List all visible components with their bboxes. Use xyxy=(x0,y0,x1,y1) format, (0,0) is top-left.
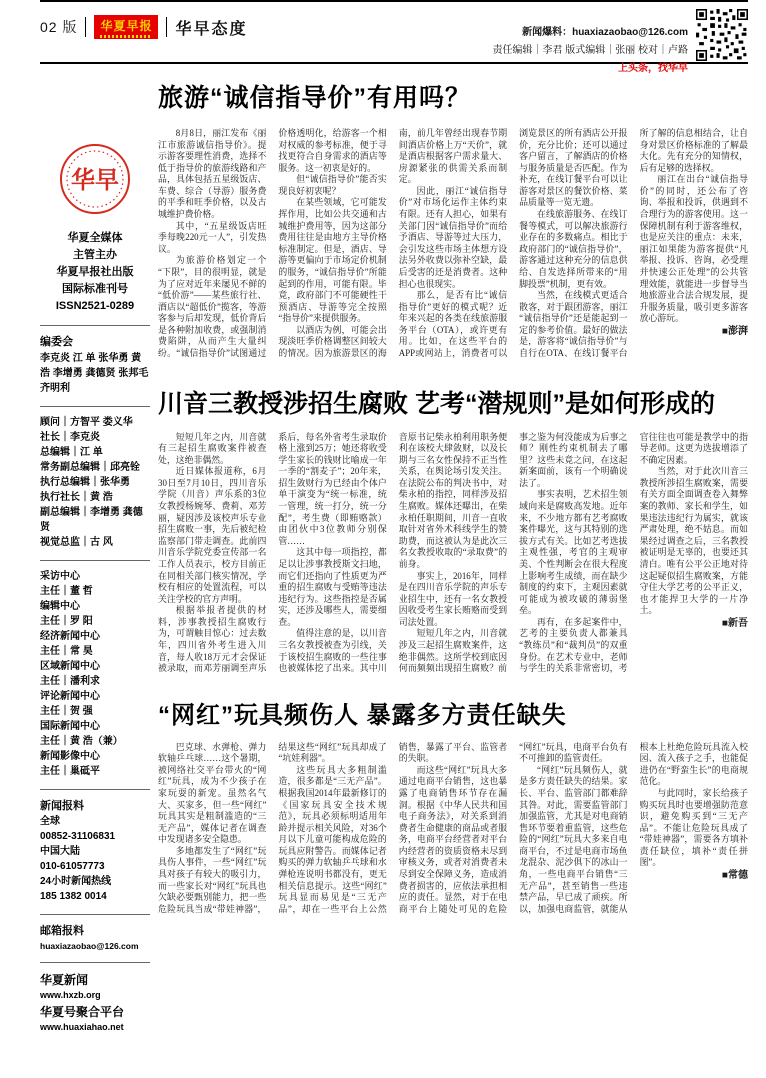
email-label: 邮箱报料 xyxy=(40,925,84,938)
hotline-line: 010-61057773 xyxy=(40,861,105,873)
news-center-line: 主任｜常 昊 xyxy=(40,645,93,657)
qr-code-icon xyxy=(696,9,748,61)
publisher-line: 华夏早报社出版 xyxy=(56,266,134,279)
hotline-line: 全球 xyxy=(40,816,60,828)
publisher-line: ISSN2521-0289 xyxy=(55,300,135,313)
staff-role-line: 社长｜李克炎 xyxy=(40,431,100,443)
publisher-line: 国际标准刊号 xyxy=(62,283,128,296)
page-header xyxy=(40,0,748,74)
hotline-line: 00852-31106831 xyxy=(40,831,116,843)
article-paragraph: 短短几年之内，川音就涉及三起招生腐败案件，这绝非偶然。这所学校到底因何而频频出现招生腐败？前事之鉴为何没能成为后事之师？刚性约束机制去了哪里？这些未竟之问，在这起新案面前，该有一个明确说法了。 xyxy=(398,431,628,674)
news-center-line: 经济新闻中心 xyxy=(40,630,100,642)
news-center-line: 采访中心 xyxy=(40,570,80,582)
article-paragraph: 近日媒体报道称，6月30日至7月10日，四川音乐学院（川音）声乐系的3位女教授杨婉琴、费莉、邓芳丽，疑因涉及该校声乐专业招生腐败一事，先后被纪检监察部门带走调查。此前四川音乐学院党委宣传部一名工作人员表示，校方目前正在同相关部门核实情况，学校有相应的处置流程，可以关注学校的官方声明。 xyxy=(158,466,267,604)
article-paragraphs xyxy=(158,432,748,675)
email-address: huaxiazaobao@126.com xyxy=(40,940,139,951)
staff-role-line: 视觉总监｜古 风 xyxy=(40,536,113,548)
article-paragraph: 但“诚信指导价”能否实现良好初衷呢？ xyxy=(278,174,387,196)
news-center-line: 主任｜董 哲 xyxy=(40,585,93,597)
site-url: www.huaxiahao.net xyxy=(40,1021,124,1032)
staff-role-line: 执行社长｜黄 浩 xyxy=(40,491,113,503)
email-block xyxy=(40,923,150,952)
article-paragraph: 以酒店为例，可能会出现淡旺季价格调整区间较大的情况。因为旅游景区的海南，前几年曾经出现春节期间酒店价格上万“天价”，就是酒店根据客户需求量大、房源紧张的供需关系而制定。 xyxy=(278,128,508,358)
publisher-line: 主管主办 xyxy=(73,249,117,262)
article-title: 川音三教授涉招生腐败 艺考“潜规则”是如何形成的 xyxy=(158,389,715,418)
article-tourism-price xyxy=(158,78,748,360)
article-paragraph: 短短几年之内，川音就有三起招生腐败案件被查处，这绝非偶然。 xyxy=(158,431,267,465)
hotline-line: 中国大陆 xyxy=(40,846,80,858)
editorial-committee xyxy=(40,334,150,396)
huazao-seal-icon xyxy=(58,142,132,216)
article-paragraph: 值得注意的是，以川音三名女教授被查为引线，关于该校招生腐败的一些往事也被媒体挖了出来。其中川音原书记柴永柏利用职务便利在该校大肆敛财，以及长期与三名女性保持不正当性关系，在舆论场引发关注。在法院公布的判决书中，对柴永柏的指控，同样涉及招生腐败。媒体还曝出，在柴永柏任职期间，川音一直收取针对省外术科线学生的赞助费，而这被认为是此次三名女教授收取的“录取费”的前身。 xyxy=(278,431,508,674)
slogan: 上头条，找华早 xyxy=(618,63,688,74)
divider xyxy=(40,325,150,326)
masthead xyxy=(40,15,248,39)
article-paragraph: 在线旅游服务、在线订餐等模式，可以解决旅游行业存在的多数痛点。相比于政府部门的“诚信指导价”，游客通过这种充分的信息供给、自发选择所带来的“用脚投票”机制，更有效。 xyxy=(519,209,628,289)
news-center-line: 新闻影像中心 xyxy=(40,750,100,762)
article-paragraph: 巴克球、水弹枪、弹力软轴乒乓球……这个暑期，被网络社交平台带火的“网红”玩具，成为不少孩子在家玩耍的新宠。虽然名气大、买家多，但一些“网红”玩具其实是粗制滥造的“三无产品”，媒体记者在调查中发现诸多安全隐患。 xyxy=(158,741,267,845)
divider xyxy=(40,406,150,407)
divider xyxy=(40,789,150,790)
hotline-label: 新闻报料 xyxy=(40,799,84,812)
brand-logo xyxy=(94,15,158,39)
article-conservatory-corruption xyxy=(158,384,748,675)
article-title: 旅游“诚信指导价”有用吗？ xyxy=(158,84,472,112)
news-centers xyxy=(40,569,150,779)
publisher-lines xyxy=(40,230,150,315)
site-url: www.hxzb.org xyxy=(40,990,101,1001)
hotline-line: 185 1382 0014 xyxy=(40,891,107,903)
article-paragraph: 在某些领域，它可能发挥作用，比如公共交通和古城维护费用等，因为这部分费用往往是由地方主导价格标准制定。但是，酒店、导游等更偏向于市场定价机制的服务，“诚信指导价”所能起到的作用，可能有限。毕竟，政府部门不可能硬性干预酒店、导游等完全按照“指导价”来提供服务。 xyxy=(278,197,387,324)
page-content xyxy=(40,64,748,1034)
article-paragraph: 多地都发生了“网红”玩具伤人事件，一些“网红”玩具对孩子有较大的吸引力，而一些家长对“网红”玩具也欠缺必要甄别能力，把一些危险玩具当成“带娃神器”，结果这些“网红”玩具却成了“坑娃利器”。 xyxy=(158,741,387,914)
staff-roles xyxy=(40,415,150,550)
article-paragraph: 丽江在出台“诚信指导价”的同时，还公布了咨询、举报和投诉，供遇到不合理行为的游客使用。这一保障机制有利于游客维权，也是应关注的重点：未来，丽江如果能为游客提供“凡举报、投诉、咨询，必受理并快速公正处理”的公共管理效能，就能进一步督导当地旅游业合法合规发展，提升服务质量，吸引更多游客放心游玩。 xyxy=(639,174,748,324)
divider xyxy=(40,962,150,963)
article-signature: ■常德 xyxy=(721,870,748,882)
article-signature: ■新吾 xyxy=(721,617,748,629)
article-signature: ■澎湃 xyxy=(721,325,748,337)
hotline-line: 24小时新闻热线 xyxy=(40,876,112,888)
article-paragraph: 当然，对于此次川音三教授所涉招生腐败案，需要有关方面全面调查卷入舞弊案的教师、家长和学生，如果违法违纪行为属实，就该严肃处理，绝不姑息。而如果经过调查之后，三名教授被证明是无辜的，也要还其清白。唯有公平公正地对待这起疑似招生腐败案，方能守住大学艺考的公平正义，也才能捍卫大学的一片净土。 xyxy=(639,466,748,616)
masthead-sidebar xyxy=(40,64,150,1034)
news-center-line: 主任｜巢砥平 xyxy=(40,765,100,777)
article-title: “网红”玩具频伤人 暴露多方责任缺失 xyxy=(158,701,567,729)
divider xyxy=(40,914,150,915)
section-title: 华早态度 xyxy=(175,20,248,38)
article-paragraph: 当然，在线模式更适合散客，对于跟团游客，丽江“诚信指导价”还是能起到一定的参考价值。最好的做法是，游客将“诚信指导价”与自行在OTA、在线订餐平台所了解的信息相结合，让自身对景区价格标准的了解最大化。先有充分的知情权，后有足够的选择权。 xyxy=(519,128,748,358)
news-center-line: 主任｜贺 强 xyxy=(40,705,93,717)
article-paragraph: 根据举报者提供的材料，涉事教授招生腐败行为，可谓触目惊心：过去数年，四川省外考生进入川音，每人收18万元才会保证被录取，而邓芳丽调至声乐系后，每名外省考生录取价格上涨到25万；她还将收受学生家长的钱财比喻成一年一季的“割麦子”；20年来，招生敛财行为已经由个体户单干演变为“统一标准，统一管理，统一打分，统一分配”，考生费（即贿赂款）由团伙中3位教师分别保管…… xyxy=(158,431,387,674)
article-paragraph: 这些玩具大多粗制滥造，很多都是“三无产品”。根据我国2014年最新修订的《国家玩具安全技术规范》，玩具必须标明适用年龄并提示相关风险，对36个月以下儿童可能构成危险的玩具应附警告。而媒体记者购买的弹力软轴乒乓球和水弹枪连说明书都没有，更无相关信息提示。这些“网红”玩具显而易见是“三无产品”，却在一些平台上公然销售，暴露了平台、监管者的失职。 xyxy=(278,741,508,914)
news-center-line: 主任｜潘利求 xyxy=(40,675,100,687)
news-center-line: 编辑中心 xyxy=(40,600,80,612)
committee-names: 李克炎 江 单 张华勇 黄 浩 李增勇 龚德贤 张邦毛 齐明利 xyxy=(40,352,149,394)
divider-bar xyxy=(166,17,167,37)
site-label: 华夏号聚合平台 xyxy=(40,1004,125,1019)
article-viral-toys xyxy=(158,695,748,916)
article-paragraph: 这其中每一项指控，都足以让涉事教授斯文扫地，而它们还指向了性质更为严重的招生腐败与受贿等违法违纪行为。这些指控是否属实，还涉及哪些人，需要细查。 xyxy=(278,547,387,627)
publisher-line: 华夏全媒体 xyxy=(67,232,123,244)
article-paragraphs xyxy=(158,742,748,916)
article-paragraph: 那么，是否有比“诚信指导价”更好的模式呢？近年来兴起的各类在线旅游服务平台（OTA），或许更有用。比如，在这些平台的APP或网站上，消费者可以浏览景区的所有酒店公开报价，充分比价；还可以通过客户留言，了解酒店的价格与服务质量是否匹配。作为补充，在线订餐平台可以让游客对景区的餐饮价格、菜品质量等一览无遗。 xyxy=(398,128,628,358)
hotline-block xyxy=(40,798,150,905)
websites-block xyxy=(40,971,150,1034)
news-center-line: 区域新闻中心 xyxy=(40,660,100,672)
brand-name: 华夏早报 xyxy=(100,19,153,33)
article-paragraph: 为旅游价格划定一个“下限”，目的很明显，就是为了应对近年来屡见不鲜的“低价游”——某些旅行社、酒店以“超低价”揽客，等游客参与后却发现，低价背后是各种附加收费，或强制消费陷阱，从而产生大量纠纷。“诚信指导价”试图通过价格透明化，给游客一个相对权威的参考标准，便于寻找更符合自身需求的酒店等服务。这一初衷是好的。 xyxy=(158,128,387,358)
staff-role-line: 执行总编辑｜张华勇 xyxy=(40,476,130,488)
article-paragraph: “网红”玩具频伤人，就是多方责任缺失的结果。家长、平台、监管部门都难辞其咎。对此，需要监管部门加强监管，尤其是对电商销售环节要着重监管，这些危险的“网红”玩具大多来自电商平台，不过是电商市场鱼龙混杂、泥沙俱下的冰山一角，一些电商平台销售“三无产品”，甚至销售一些违禁产品，早已成了顽疾。所以，加强电商监管，就能从根本上杜绝危险玩具流入校园、流入孩子之手，也能促进仍在“野蛮生长”的电商规范化。 xyxy=(519,741,748,914)
committee-label: 编委会 xyxy=(40,336,73,349)
site-label: 华夏新闻 xyxy=(40,973,89,988)
page-number: 02 版 xyxy=(40,19,78,35)
staff-role-line: 副总编辑｜李增勇 龚德贤 xyxy=(40,506,143,533)
article-paragraph: 事实上，2016年，同样是在四川音乐学院的声乐专业招生中，还有一名女教授因收受考生家长贿赂而受到司法处置。 xyxy=(398,570,508,627)
news-center-line: 主任｜黄 浩（兼） xyxy=(40,735,123,747)
articles-area xyxy=(158,64,748,1034)
brand-logo-strip xyxy=(100,35,152,38)
article-paragraph: 而这些“网红”玩具大多通过电商平台销售，这也暴露了电商销售环节存在漏洞。根据《中华人民共和国电子商务法》，对关系到消费者生命健康的商品或者服务，电商平台经营者对平台内经营者的资质资格未尽到审核义务，或者对消费者未尽到安全保障义务，造成消费者损害的，应依法承担相应的责任。显然，对于在电商平台上随处可见的危险“网红”玩具，电商平台负有不可推卸的监管责任。 xyxy=(398,741,628,914)
staff-role-line: 顾问｜方智平 娄义华 xyxy=(40,416,133,428)
staff-role-line: 常务副总编辑｜邱亮铨 xyxy=(40,461,140,473)
article-paragraph: 再有，在多起案件中，艺考的主要负责人都兼具“教练员”和“裁判员”的双重身份。在艺术专业中，老师与学生的关系非常密切，考官往往也可能是教学中的指导老师。这更为选拔增添了不确定因素。 xyxy=(519,431,748,674)
divider xyxy=(40,560,150,561)
news-tipline: 新闻爆料：huaxiazaobao@126.com xyxy=(522,27,688,38)
news-center-line: 主任｜罗 阳 xyxy=(40,615,93,627)
article-paragraph: 其中，“五星级饭店旺季每晚220元一人”，引发热议。 xyxy=(158,220,267,254)
article-paragraph: 事实表明，艺术招生领域向来是腐败高发地。近年来，不少地方都有艺考腐败案件曝光，这与其特别的选拔方式有关。比如艺考选拔主观性强，考官的主观审美、个性判断会在很大程度上影响考生成绩，而在缺少制度的约束下，主观因素就可能成为被攻破的薄弱堡垒。 xyxy=(519,489,628,616)
article-body xyxy=(158,742,748,916)
divider-bar xyxy=(85,17,86,37)
news-center-line: 评论新闻中心 xyxy=(40,690,100,702)
editors-line: 责任编辑｜李君 版式编辑｜张丽 校对｜卢路 xyxy=(492,45,688,56)
hotline-lines xyxy=(40,814,150,904)
svg-text:华早: 华早 xyxy=(71,168,119,194)
news-center-line: 国际新闻中心 xyxy=(40,720,100,732)
article-paragraph: 8月8日，丽江发布《丽江市旅游诚信指导价》。提示游客要理性消费，选择不低于指导价的旅游线路和产品，具体包括五星级饭店、车费、综合（导游）服务费的平季和旺季价格，以及古城维护费价格。 xyxy=(158,128,267,220)
staff-role-line: 总编辑｜江 单 xyxy=(40,446,103,458)
article-paragraph: 因此，丽江“诚信指导价”对市场化运作主体约束有限。还有人担心，如果有关部门因“诚信指导价”而给予酒店、导游等过大压力，会引发这些市场主体想方设法另外收费以弥补空缺，最后受害的还是消费者。这种担心也很现实。 xyxy=(398,185,508,289)
article-paragraph: 与此同时，家长给孩子购买玩具时也要增强防范意识，避免购买到“三无产品”。不能让危险玩具成了“带娃神器”，需要各方填补责任缺位，填补“责任拼图”。 xyxy=(639,788,748,868)
article-body xyxy=(158,432,748,675)
article-body xyxy=(158,128,748,360)
